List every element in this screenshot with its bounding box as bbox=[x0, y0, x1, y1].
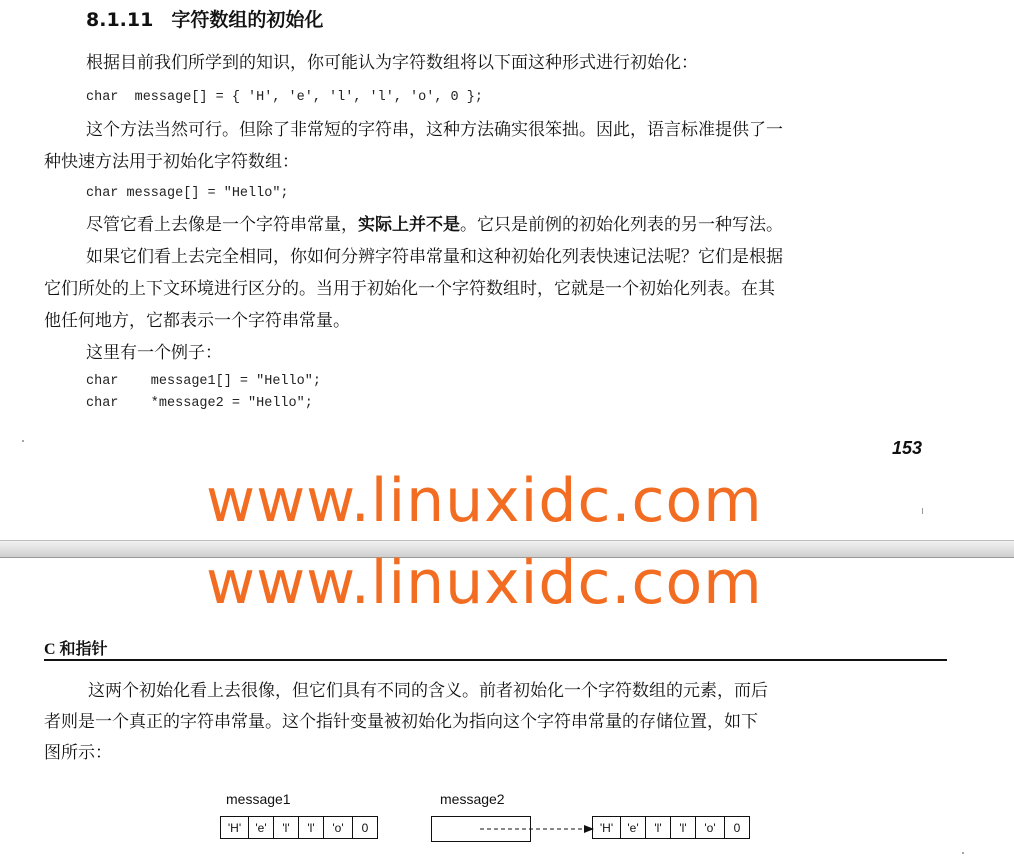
pointer-arrow bbox=[480, 820, 595, 840]
running-head: C 和指针 bbox=[44, 641, 108, 658]
scan-mark bbox=[922, 508, 923, 514]
paragraph-4-line-1: 如果它们看上去完全相同，你如何分辨字符串常量和这种初始化列表快速记法呢？它们是根据 bbox=[86, 247, 783, 267]
paragraph-3 bbox=[86, 209, 783, 241]
string-constant-cell: 0 bbox=[725, 816, 750, 839]
paragraph-4-line-3: 他任何地方，它都表示一个字符串常量。 bbox=[44, 311, 350, 331]
message1-array bbox=[220, 816, 378, 839]
code-line-3: char message1[] = "Hello"; bbox=[86, 374, 321, 389]
paragraph-5: 这里有一个例子： bbox=[86, 343, 222, 363]
scan-speck bbox=[22, 440, 24, 442]
message1-cell: 'l' bbox=[274, 816, 299, 839]
paragraph-3-part-a: 尽管它看上去像是一个字符串常量， bbox=[86, 215, 358, 235]
scan-speck bbox=[962, 852, 964, 854]
string-constant-cell: 'o' bbox=[696, 816, 725, 839]
paragraph-3-part-b: 。它只是前例的初始化列表的另一种写法。 bbox=[460, 215, 783, 235]
string-constant-cell: 'l' bbox=[646, 816, 671, 839]
diagram-label-message1: message1 bbox=[226, 791, 291, 807]
paragraph-1: 根据目前我们所学到的知识，你可能认为字符数组将以下面这种形式进行初始化： bbox=[86, 53, 698, 73]
string-constant-cell: 'l' bbox=[671, 816, 696, 839]
message1-cell: 'o' bbox=[324, 816, 353, 839]
paragraph-4-line-2: 它们所处的上下文环境进行区分的。当用于初始化一个字符数组时，它就是一个初始化列表。在其 bbox=[44, 279, 775, 299]
paragraph-6-line-3: 图所示： bbox=[44, 743, 112, 763]
code-line-1: char message[] = { 'H', 'e', 'l', 'l', 'o', 0 }; bbox=[86, 90, 483, 105]
string-constant-cell: 'H' bbox=[592, 816, 621, 839]
paragraph-2-line-1: 这个方法当然可行。但除了非常短的字符串，这种方法确实很笨拙。因此，语言标准提供了一 bbox=[86, 120, 783, 140]
paragraph-2-line-2: 种快速方法用于初始化字符数组： bbox=[44, 152, 299, 172]
section-heading bbox=[86, 5, 323, 32]
watermark-bottom: www.linuxidc.com bbox=[206, 548, 763, 618]
message1-cell: 'H' bbox=[220, 816, 249, 839]
code-line-4: char *message2 = "Hello"; bbox=[86, 396, 313, 411]
page-number: 153 bbox=[892, 438, 923, 458]
code-line-2: char message[] = "Hello"; bbox=[86, 186, 289, 201]
message1-cell: 'e' bbox=[249, 816, 274, 839]
paragraph-6-line-1: 这两个初始化看上去很像，但它们具有不同的含义。前者初始化一个字符数组的元素，而后 bbox=[88, 681, 768, 701]
string-constant-cell: 'e' bbox=[621, 816, 646, 839]
paragraph-6-line-2: 者则是一个真正的字符串常量。这个指针变量被初始化为指向这个字符串常量的存储位置，如下 bbox=[44, 712, 758, 732]
message1-cell: 0 bbox=[353, 816, 378, 839]
watermark-top: www.linuxidc.com bbox=[206, 466, 763, 536]
section-number: 8.1.11 bbox=[86, 9, 154, 31]
section-title: 字符数组的初始化 bbox=[171, 9, 324, 31]
string-constant-array bbox=[592, 816, 750, 839]
message1-cell: 'l' bbox=[299, 816, 324, 839]
paragraph-3-emphasis: 实际上并不是 bbox=[358, 215, 460, 235]
header-rule bbox=[44, 659, 947, 661]
diagram-label-message2: message2 bbox=[440, 791, 505, 807]
